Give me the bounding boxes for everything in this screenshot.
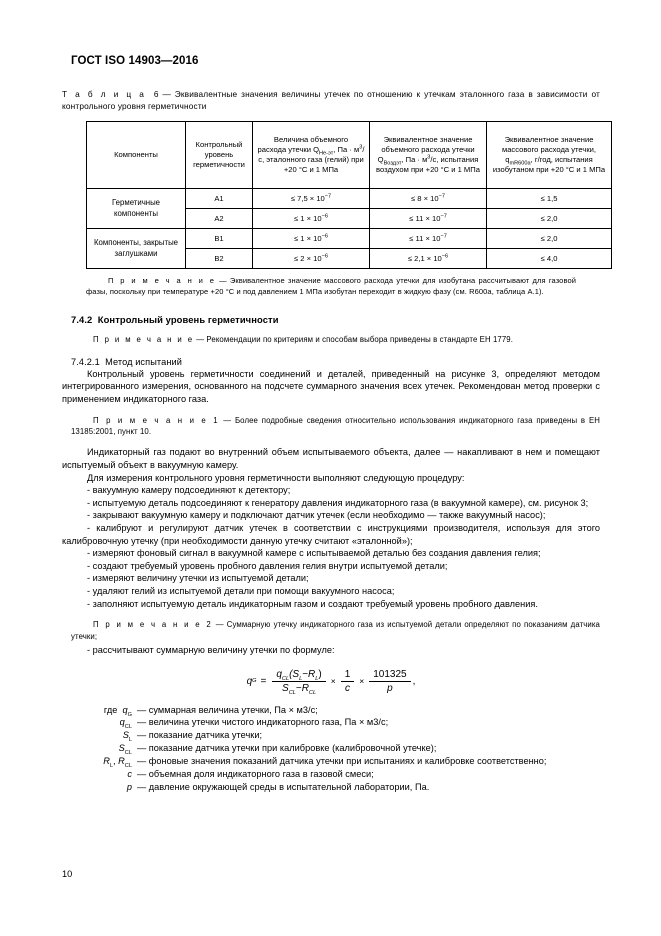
note-2-text: — Суммарную утечку индикаторного газа из испытуемой детали определяют по показаниям датчика утечки;: [71, 620, 600, 641]
variable-row: [62, 716, 600, 729]
procedure-step: - заполняют испытуемую деталь индикаторным газом и создают требуемый уровень пробного давления.: [87, 598, 538, 609]
variable-subscript: L: [128, 737, 132, 744]
variable-symbol-2: R: [118, 756, 125, 767]
table-row: [87, 189, 612, 209]
cell-helium-exponent: −6: [321, 253, 328, 260]
num-s-sub: L: [299, 675, 303, 682]
cell-air-value: ≤ 11 × 10: [409, 213, 441, 223]
cell-air: [370, 209, 487, 229]
clause-742-note-label: П р и м е ч а н и е: [93, 335, 194, 345]
table-caption-label: Т а б л и ц а: [62, 89, 147, 99]
formula-times-1: ×: [330, 676, 336, 686]
formula-fraction-3: [369, 669, 410, 694]
num-close-paren: ): [318, 668, 322, 680]
cell-air-exponent: −6: [441, 253, 449, 260]
variable-row: [62, 755, 600, 768]
variable-symbol: S: [122, 730, 129, 741]
clause-742-note-text: — Рекомендации по критериям и способам выбора приведены в стандарте ЕН 1779.: [196, 335, 513, 345]
cell-helium-exponent: −7: [324, 193, 332, 200]
procedure-step: - измеряют величину утечки из испытуемой детали;: [87, 573, 309, 584]
num-r: R: [308, 668, 316, 680]
cell-helium-value: ≤ 1 × 10: [294, 213, 322, 223]
clause-742-title: Контрольный уровень герметичности: [97, 314, 279, 326]
cell-air: [370, 249, 487, 269]
cell-helium: [253, 229, 370, 249]
cell-air-exponent: −7: [438, 193, 445, 200]
header-helium-line1: Величина объемного: [273, 134, 349, 144]
cell-level: A2: [186, 209, 253, 229]
leak-rate-formula: [62, 669, 600, 694]
formula-denominator-3: p: [387, 682, 393, 694]
table-body: [87, 189, 612, 269]
procedure-step: - испытуемую деталь подсоединяют к генератору давления индикаторного газа (в вакуумной камере), см. рисунок 3;: [87, 497, 589, 508]
header-iso-line1: Эквивалентное значение массового расхода утечки, q: [501, 134, 597, 165]
cell-helium-value: ≤ 2 × 10: [294, 253, 322, 263]
where-label: где: [103, 704, 118, 715]
den-minus: −: [295, 682, 302, 694]
where-keyword: [62, 704, 137, 717]
procedure-step: - калибруют и регулируют датчик утечек в соответствии с инструкциями производителя, используя для этого калибровочную утечку (при необходимости данную утечку считают «эталонной»);: [62, 522, 600, 546]
variable-symbol: q: [122, 704, 128, 715]
variable-definition: — фоновые значения показаний датчика утечки при испытаниях и калибровке соответственно;: [137, 756, 547, 767]
cell-level: B1: [186, 229, 253, 249]
table-header-row: [87, 122, 612, 189]
variable-symbol: R: [103, 756, 110, 767]
procedure-step: - измеряют фоновый сигнал в вакуумной камере с испытываемой деталью без создания давления гелия;: [87, 548, 541, 559]
variable-subscript: G: [127, 711, 132, 718]
header-air-subscript: Воздэт: [383, 160, 402, 167]
formula-lhs: q: [246, 675, 253, 687]
formula-numerator-2: 1: [341, 669, 355, 682]
formula-intro: - рассчитывают суммарную величину утечки по формуле:: [87, 644, 335, 655]
num-s: (S: [289, 668, 300, 680]
header-air-line1: Эквивалентное значение объемного расхода утечки Q: [377, 134, 475, 165]
header-helium-superscript: 3: [359, 144, 363, 151]
header-isobutane-flow: [487, 122, 612, 189]
table-caption: [62, 89, 600, 112]
formula-numerator-1: [272, 669, 325, 682]
formula-denominator-2: c: [345, 682, 350, 694]
variable-symbol: c: [127, 769, 132, 780]
clause-742-note: [71, 334, 600, 345]
cell-helium-value: ≤ 1 × 10: [294, 233, 322, 243]
cell-air-value: ≤ 2,1 × 10: [407, 253, 442, 263]
table-caption-number: 6: [153, 89, 159, 99]
variable-label: [62, 781, 137, 794]
cell-air-exponent: −7: [440, 233, 447, 240]
num-q: q: [276, 668, 282, 680]
clause-7421-paragraph-2: Индикаторный газ подают во внутренний объем испытываемого объекта, далее — накапливают в нем и помещают испытуемый объект в вакуумную камеру.: [62, 447, 600, 470]
table-note: [86, 276, 576, 297]
variable-subscript-2: CL: [124, 762, 132, 769]
header-tightness-level: Контрольный уровень герметичности: [186, 122, 253, 189]
cell-air-exponent: −7: [440, 213, 447, 220]
den-r-sub: CL: [308, 689, 317, 696]
cell-helium: [253, 189, 370, 209]
formula-fraction-1: [272, 669, 325, 694]
header-iso-subscript: mR600a: [509, 160, 531, 167]
variable-definition: — суммарная величина утечки, Па × м3/с;: [137, 704, 318, 715]
den-r: R: [301, 682, 309, 694]
variable-symbol: S: [118, 743, 125, 754]
header-helium-line4: /с, эталонного газа (гелий) при +20 °С и 1 МПа: [258, 144, 365, 175]
clause-7421-heading: [71, 357, 600, 367]
note-1-text: — Более подробные сведения относительно использования индикаторного газа приведены в ЕН 13185:2001, пункт 10.: [71, 415, 600, 436]
note-2-label: П р и м е ч а н и е 2: [93, 620, 213, 630]
note-1-label: П р и м е ч а н и е 1: [93, 415, 220, 425]
variable-label: $R_L$, $R_{CL}$: [103, 756, 132, 769]
variable-definition: — давление окружающей среды в испытательной лаборатории, Па.: [137, 781, 430, 792]
formula-equals: =: [260, 675, 267, 687]
formula-expression: q G = $\frac{q_{CL}(S_L-R_L)}{S_{CL}-R_{CL}}$ × $\frac{1}{c}$ × $\frac{101325}{p}$ ,: [246, 668, 416, 696]
den-s: S: [282, 682, 289, 694]
cell-isobutane: ≤ 2,0: [487, 209, 612, 229]
clause-7421-paragraph-3: Для измерения контрольного уровня герметичности выполняют следующую процедуру:: [87, 472, 465, 483]
variable-label: [62, 742, 137, 755]
cell-isobutane: ≤ 4,0: [487, 249, 612, 269]
header-air-line2: , Па · м: [401, 155, 428, 165]
clause-7421-number: 7.4.2.1: [71, 356, 100, 367]
cell-level: A1: [186, 189, 253, 209]
variable-row: [62, 704, 600, 717]
document-header: ГОСТ ISO 14903—2016: [71, 55, 199, 67]
table-row: [87, 229, 612, 249]
page-content: [62, 55, 606, 794]
variable-label: [62, 716, 137, 729]
cell-air-value: ≤ 11 × 10: [409, 233, 441, 243]
formula-numerator-3: 101325: [369, 669, 410, 682]
procedure-step: - создают требуемый уровень пробного давления гелия внутри испытуемой детали;: [87, 560, 448, 571]
header-air-superscript: 3: [427, 154, 431, 161]
cell-level: B2: [186, 249, 253, 269]
cell-helium-exponent: −6: [321, 233, 328, 240]
variable-definition: — величина утечки чистого индикаторного газа, Па × м3/с;: [137, 717, 389, 728]
formula-times-2: ×: [359, 676, 365, 686]
clause-742-number: 7.4.2: [71, 314, 93, 326]
cell-helium-value: ≤ 7,5 × 10: [290, 193, 325, 203]
clause-7421-note-1: [71, 415, 600, 438]
variable-symbol: p: [126, 781, 132, 792]
variable-subscript: CL: [124, 750, 132, 757]
cell-component-name: Компоненты, закрытые заглушками: [87, 229, 186, 269]
header-helium-subscript: He-эт: [319, 150, 334, 157]
clause-7421-note-2: [71, 619, 600, 642]
header-helium-flow: [253, 122, 370, 189]
formula-variable-list: [62, 704, 600, 794]
formula-fraction-2: [341, 669, 355, 694]
clause-7421-title: Метод испытаний: [105, 356, 182, 367]
cell-helium: [253, 249, 370, 269]
cell-air: [370, 189, 487, 209]
variable-label: [62, 729, 137, 742]
cell-air-value: ≤ 8 × 10: [411, 193, 439, 203]
variable-row: [62, 781, 600, 794]
num-r-sub: L: [315, 675, 319, 682]
table-head: [87, 122, 612, 189]
procedure-step: - закрывают вакуумную камеру и подключают датчик утечек (если необходимо — также вакуумный насос);: [87, 510, 546, 521]
formula-trailing-comma: ,: [412, 675, 416, 687]
variable-definition: — показание датчика утечки при калибровке (калибровочной утечке);: [137, 743, 437, 754]
cell-isobutane: ≤ 2,0: [487, 229, 612, 249]
header-helium-line3: , Па · м: [333, 144, 360, 154]
page-number: 10: [62, 869, 73, 879]
variable-symbol: q: [119, 717, 125, 728]
leak-rate-table: [86, 121, 612, 269]
procedure-step: - удаляют гелий из испытуемой детали при помощи вакуумного насоса;: [87, 585, 395, 596]
table-note-label: П р и м е ч а н и е: [108, 276, 216, 286]
header-components: Компоненты: [87, 122, 186, 189]
den-s-sub: CL: [288, 689, 296, 696]
header-helium-line2: расхода утечки Q: [257, 144, 320, 154]
variable-label: [62, 768, 137, 781]
variable-row: [62, 729, 600, 742]
formula-denominator-1: [278, 682, 320, 694]
num-minus: −: [302, 668, 309, 680]
header-iso-line2: , г/год, испытания изобутаном при +20 °С и 1 МПа: [492, 155, 606, 175]
clause-742-heading: [71, 314, 600, 325]
variable-subscript: L: [109, 762, 113, 769]
cell-isobutane: ≤ 1,5: [487, 189, 612, 209]
variable-definition: — объемная доля индикаторного газа в газовой смеси;: [137, 769, 374, 780]
variable-subscript: CL: [124, 724, 132, 731]
num-q-sub: CL: [281, 675, 290, 682]
variable-row: [62, 768, 600, 781]
procedure-step: - вакуумную камеру подсоединяют к детектору;: [87, 485, 291, 496]
variable-definition: — показание датчика утечки;: [137, 730, 263, 741]
header-air-line3: /с, испытания воздухом при +20 °С и 1 МПа: [376, 155, 480, 175]
clause-7421-paragraph-1: Контрольный уровень герметичности соединений и деталей, приведенный на рисунке 3, определяют методом интегрированного измерения, основанного на подсчете суммарного значения всех утечек. Рекомендован метод проверки с применением индикаторного газа.: [62, 368, 600, 404]
cell-helium: [253, 209, 370, 229]
variable-row: [62, 742, 600, 755]
cell-helium-exponent: −6: [321, 213, 328, 220]
cell-component-name: Герметичные компоненты: [87, 189, 186, 229]
cell-air: [370, 229, 487, 249]
table-caption-text: — Эквивалентные значения величины утечек по отношению к утечкам эталонного газа в зависимости от контрольного уровня герметичности: [62, 89, 600, 111]
table-note-text: — Эквивалентное значение массового расхода утечки для изобутана рассчитывают для газовой фазы, поскольку при температуре +20 °С и под давлением 1 МПа изобутан переходит в жидкую фазу (см. R600a, таблица А.1).: [86, 276, 577, 296]
header-air-flow: [370, 122, 487, 189]
